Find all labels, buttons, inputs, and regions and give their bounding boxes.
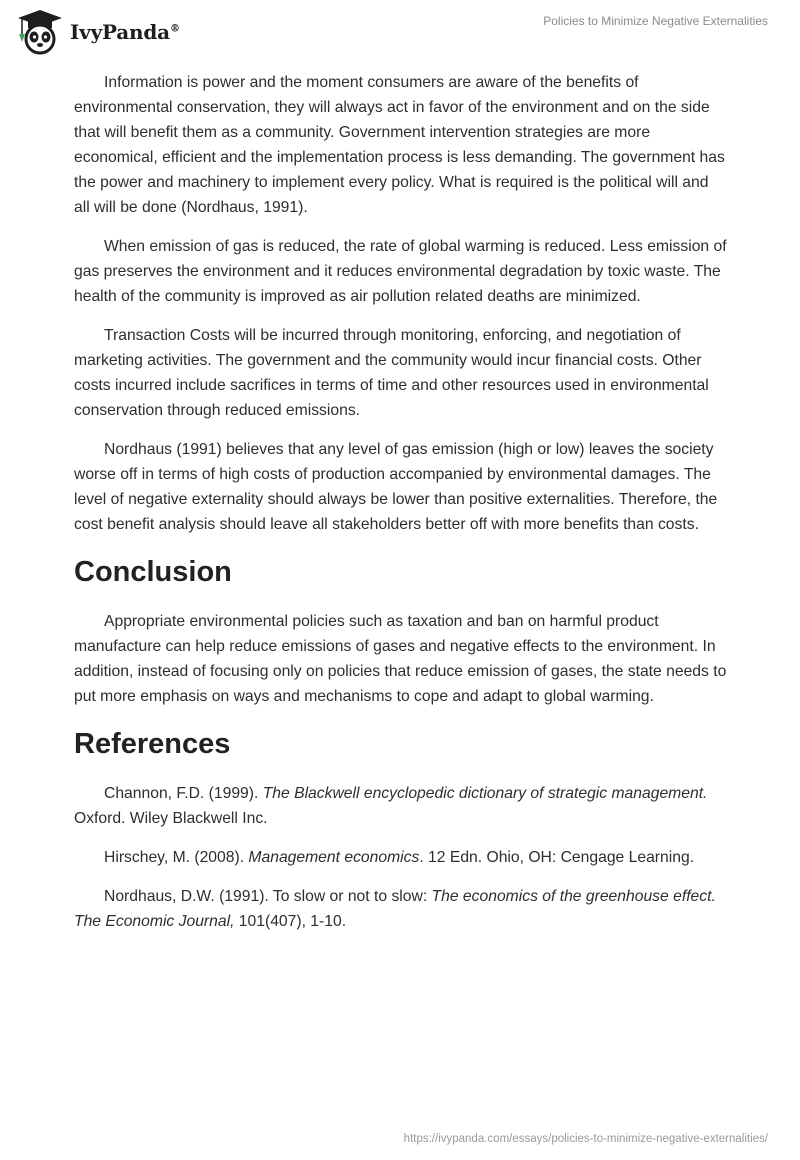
reference-item: Channon, F.D. (1999). The Blackwell encyclopedic dictionary of strategic management. Oxford. Wiley Blackwell Inc. — [74, 785, 708, 827]
reference-item: Hirschey, M. (2008). Management economics. 12 Edn. Ohio, OH: Cengage Learning. — [104, 849, 695, 866]
body-paragraph-2: When emission of gas is reduced, the rate of global warming is reduced. Less emission of gas preserves the environment and it reduces environmental degradation by toxic waste. The health of the community is improved as air pollution related deaths are minimized. — [74, 238, 727, 305]
conclusion-heading: Conclusion — [74, 556, 232, 588]
essay-body — [74, 70, 728, 948]
document-title: Policies to Minimize Negative Externalities — [543, 14, 768, 28]
conclusion-paragraph: Appropriate environmental policies such as taxation and ban on harmful product manufacture can help reduce emissions of gases and negative effects to the environment. In addition, instead of focusing only on policies that reduce emission of gases, the state needs to put more emphasis on ways and mechanisms to cope and adapt to global warming. — [74, 613, 727, 705]
ivypanda-logo[interactable] — [14, 8, 180, 56]
references-heading: References — [74, 728, 231, 760]
body-paragraph-1: Information is power and the moment consumers are aware of the benefits of environmental conservation, they will always act in favor of the environment and on the side that will benefit them as a community. Government intervention strategies are more economical, efficient and the implementation process is less demanding. The government has the power and machinery to implement every policy. What is required is the political will and all will be done (Nordhaus, 1991). — [74, 74, 725, 216]
panda-graduate-icon — [14, 8, 66, 56]
body-paragraph-4: Nordhaus (1991) believes that any level of gas emission (high or low) leaves the society worse off in terms of high costs of production accompanied by environmental damages. The level of negative externality should always be lower than positive externalities. Therefore, the cost benefit analysis should leave all stakeholders better off with more benefits than costs. — [74, 441, 718, 533]
reference-item: Nordhaus, D.W. (1991). To slow or not to slow: The economics of the greenhouse effect. The Economic Journal, 101(407), 1-10. — [74, 888, 716, 930]
body-paragraph-3: Transaction Costs will be incurred through monitoring, enforcing, and negotiation of marketing activities. The government and the community would incur financial costs. Other costs incurred include sacrifices in terms of time and other resources used in environmental conservation through reduced emissions. — [74, 327, 709, 419]
brand-name: IvyPanda® — [70, 20, 180, 44]
page-header — [0, 0, 800, 66]
source-url[interactable]: https://ivypanda.com/essays/policies-to-minimize-negative-externalities/ — [403, 1133, 768, 1145]
